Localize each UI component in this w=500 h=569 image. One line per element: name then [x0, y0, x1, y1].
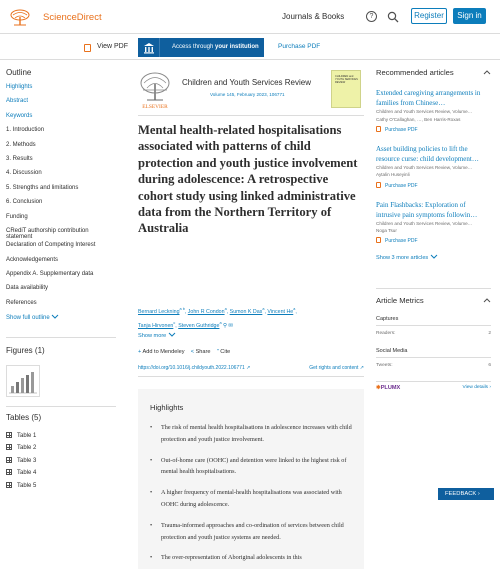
- highlight-item: [150, 520, 352, 544]
- outline-sidebar: [6, 68, 116, 321]
- external-link-icon: ↗: [359, 365, 364, 371]
- bullet-icon: •: [150, 521, 153, 529]
- elsevier-wordmark: ELSEVIER: [142, 104, 168, 110]
- external-link-icon: ↗: [246, 365, 251, 371]
- tables-list: [6, 432, 36, 494]
- journal-header: [138, 66, 364, 116]
- plumx-logo: [376, 385, 400, 391]
- recommended-title: Recommended articles: [376, 68, 454, 77]
- table-label: Table 2: [17, 445, 37, 452]
- outline-title: Outline: [6, 68, 32, 77]
- recommended-purchase-pdf-link[interactable]: [376, 182, 491, 189]
- highlight-text: The risk of mental health hospitalisations in adolescence increases with child protection and youth justice involvement.: [161, 424, 352, 443]
- outline-item[interactable]: Keywords: [6, 112, 33, 119]
- tables-title: Tables (5): [6, 413, 42, 422]
- feedback-button[interactable]: [438, 488, 494, 500]
- bullet-icon: •: [150, 489, 153, 497]
- share-icon: <: [190, 349, 195, 355]
- rights-link[interactable]: [309, 365, 364, 371]
- plumx-row: [376, 381, 491, 393]
- metrics-title: Article Metrics: [376, 296, 424, 305]
- rights-text: Get rights and content: [309, 365, 359, 371]
- recommended-header: [376, 68, 491, 77]
- help-icon[interactable]: ?: [366, 11, 377, 22]
- recommended-article-title[interactable]: Extended caregiving arrangements in families from Chinese…: [376, 89, 481, 108]
- table-label: Table 5: [17, 482, 37, 489]
- share-label: Share: [195, 349, 211, 355]
- journal-title[interactable]: Children and Youth Services Review: [182, 78, 311, 87]
- elsevier-tree-logo[interactable]: [9, 9, 31, 26]
- readers-label: Readers:: [376, 331, 396, 336]
- chevron-down-icon: [430, 254, 438, 259]
- purchase-pdf-label: Purchase PDF: [385, 126, 418, 133]
- quote-icon: ": [216, 349, 219, 355]
- chevron-up-icon[interactable]: [483, 70, 491, 75]
- feedback-label: FEEDBACK: [445, 491, 477, 497]
- outline-item[interactable]: Highlights: [6, 84, 33, 90]
- access-prefix: Access through: [172, 44, 214, 50]
- pdf-icon: [376, 182, 381, 188]
- table-icon: [6, 457, 12, 463]
- show-full-outline-label: Show full outline: [6, 315, 50, 322]
- readers-value: 2: [488, 331, 491, 336]
- outline-item[interactable]: Funding: [6, 213, 28, 220]
- outline-item[interactable]: 1. Introduction: [6, 127, 45, 134]
- table-item[interactable]: [6, 444, 36, 456]
- sign-in-button[interactable]: Sign in: [453, 8, 486, 24]
- author-affiliation: a b: [179, 307, 185, 311]
- plus-icon: +: [138, 349, 142, 355]
- table-label: Table 4: [17, 470, 37, 477]
- view-pdf-link[interactable]: View PDF: [97, 43, 128, 50]
- recommended-purchase-pdf-link[interactable]: [376, 126, 491, 133]
- highlights-list: [150, 422, 352, 564]
- table-item[interactable]: [6, 469, 36, 481]
- outline-item[interactable]: Data availability: [6, 285, 49, 292]
- author-affiliation: a: [219, 320, 222, 325]
- outline-item[interactable]: 6. Conclusion: [6, 199, 43, 206]
- outline-item[interactable]: Declaration of Competing Interest: [6, 242, 96, 249]
- pdf-icon: [376, 237, 381, 243]
- doi-link[interactable]: [138, 365, 250, 371]
- highlight-item: [150, 455, 352, 479]
- view-details-label: View details: [462, 385, 489, 390]
- sciencedirect-brand[interactable]: ScienceDirect: [43, 12, 102, 23]
- tweets-value: 6: [488, 363, 491, 368]
- table-icon: [6, 482, 12, 488]
- journal-volume[interactable]: Volume 145, February 2023, 106771: [210, 92, 285, 97]
- author-affiliation: a: [224, 307, 227, 311]
- elsevier-logo[interactable]: [139, 70, 172, 110]
- doi-text: https://doi.org/10.1016/j.childyouth.2022.106771: [138, 365, 245, 371]
- show-more-button[interactable]: [138, 332, 176, 339]
- bullet-icon: •: [150, 554, 153, 562]
- cite-button[interactable]: [217, 349, 231, 355]
- bullet-icon: •: [150, 424, 153, 431]
- author-name[interactable]: Bernard Leckning: [138, 308, 180, 315]
- journal-cover-image[interactable]: [331, 70, 361, 108]
- access-institution-label: your institution: [215, 44, 259, 50]
- highlight-text: Trauma-informed approaches and co-ordination of services between child protection and youth justice systems are needed.: [161, 521, 344, 541]
- table-item[interactable]: [6, 432, 36, 444]
- author-affiliation: a: [293, 307, 296, 311]
- add-mendeley-button[interactable]: [138, 349, 185, 355]
- show-more-articles-link[interactable]: [376, 254, 491, 261]
- recommended-article: [376, 200, 491, 245]
- table-label: Table 1: [17, 433, 37, 439]
- highlight-item: [150, 422, 352, 446]
- metrics-header: [376, 296, 491, 305]
- highlight-text: A higher frequency of mental-health hospitalisations was associated with OOHC during adolescence.: [161, 489, 342, 508]
- share-button[interactable]: [191, 349, 211, 355]
- table-icon: [6, 444, 12, 450]
- outline-item[interactable]: References: [6, 299, 37, 306]
- article-actions: [138, 349, 230, 355]
- plumx-icon: ✱: [376, 385, 381, 391]
- author-name[interactable]: Tanja Hirvonen: [138, 322, 174, 329]
- top-header: [0, 0, 500, 34]
- outline-item[interactable]: 3. Results: [6, 155, 33, 162]
- recommended-article: [376, 144, 491, 189]
- recommended-article-authors: Aytalin Huseyinli: [376, 172, 410, 178]
- plumx-label: PLUMX: [380, 385, 401, 391]
- author-name[interactable]: Vincent He: [267, 308, 294, 315]
- author-affiliation: c: [173, 320, 176, 325]
- article-toolbar: [0, 35, 500, 60]
- cover-title: CHILDREN and YOUTH SERVICES REVIEW: [335, 75, 358, 84]
- divider: [376, 288, 491, 289]
- table-label: Table 3: [17, 457, 37, 464]
- tweets-label: Tweets:: [376, 363, 393, 368]
- author-name[interactable]: Steven Guthridge: [178, 322, 220, 329]
- chevron-down-icon: [168, 332, 176, 337]
- captures-label: Captures: [376, 316, 491, 326]
- article-title: Mental health-related hospitalisations associated with patterns of child protection and youth justice involvement during adolescence: A retrospective cohort study using linked administrative data from the Northern Territory of Australia: [138, 123, 358, 236]
- divider: [6, 406, 116, 407]
- journals-books-link[interactable]: Journals & Books: [282, 12, 345, 21]
- recommended-article-authors: Cathy O'Callaghan, …, Ben Harris-Roxas: [376, 116, 461, 122]
- purchase-pdf-label: Purchase PDF: [385, 238, 418, 245]
- highlight-item: [150, 552, 352, 564]
- recommended-list: [376, 88, 491, 244]
- highlights-section: [138, 389, 364, 569]
- outline-list: [6, 84, 116, 314]
- bullet-icon: •: [150, 456, 153, 464]
- recommended-sidebar: [376, 68, 491, 261]
- table-icon: [6, 432, 12, 438]
- show-more-label: Show more: [138, 333, 167, 339]
- recommended-purchase-pdf-link[interactable]: [376, 237, 491, 244]
- divider: [6, 337, 116, 338]
- outline-item[interactable]: Abstract: [6, 98, 29, 105]
- doi-row: [138, 363, 364, 377]
- author-name[interactable]: John R Condon: [187, 308, 225, 315]
- search-icon[interactable]: [387, 11, 399, 23]
- outline-item[interactable]: 2. Methods: [6, 141, 36, 148]
- readers-row: [376, 331, 491, 341]
- highlight-item: [150, 487, 352, 511]
- pdf-icon: [376, 126, 381, 132]
- add-mendeley-label: Add to Mendeley: [142, 349, 185, 355]
- access-institution-button[interactable]: [138, 38, 264, 57]
- author-affiliation: a: [262, 307, 265, 311]
- email-icon[interactable]: ✉: [226, 322, 233, 329]
- show-more-articles-label: Show 3 more articles: [376, 255, 429, 262]
- purchase-pdf-link[interactable]: Purchase PDF: [278, 43, 321, 50]
- recommended-article-journal: Children and Youth Services Review, Volume…: [376, 165, 473, 171]
- outline-item[interactable]: 5. Strengths and limitations: [6, 184, 79, 191]
- chevron-right-icon: ›: [477, 491, 480, 497]
- article-metrics: [376, 296, 491, 393]
- register-button[interactable]: Register: [411, 8, 447, 24]
- recommended-article: [376, 88, 491, 133]
- chevron-up-icon[interactable]: [483, 298, 491, 303]
- recommended-article-journal: Children and Youth Services Review, Volume…: [376, 221, 473, 227]
- table-item[interactable]: [6, 482, 36, 494]
- tweets-row: [376, 363, 491, 373]
- social-media-label: Social Media: [376, 348, 491, 358]
- figure-thumbnail[interactable]: [6, 365, 40, 397]
- highlight-text: Out-of-home care (OOHC) and detention were linked to the highest risk of mental health hospitalisations.: [161, 456, 347, 476]
- highlight-text: The over-representation of Aboriginal adolescents in this: [161, 554, 302, 562]
- author-name[interactable]: Sumon K Das: [229, 308, 263, 315]
- highlights-title: Highlights: [150, 403, 184, 412]
- recommended-article-title[interactable]: Asset building policies to lift the resource curse: child development…: [376, 144, 479, 164]
- outline-item[interactable]: 4. Discussion: [6, 170, 42, 177]
- recommended-article-authors: Noga Tsur: [376, 228, 397, 234]
- cite-label: Cite: [220, 349, 231, 355]
- pdf-icon: [84, 44, 91, 52]
- table-icon: [6, 469, 12, 475]
- author-list: Bernard Leckning$^{a b}$, John R Condon$^a$, Sumon K Das$^a$, Vincent He$^a$, Tanja Hirvonen$^c$, Steven Guthridge$^a$ ⚲ ✉: [138, 307, 297, 329]
- table-item[interactable]: [6, 457, 36, 469]
- outline-item[interactable]: Appendix A. Supplementary data: [6, 271, 94, 278]
- figures-title: Figures (1): [6, 346, 45, 355]
- outline-item[interactable]: CRediT authorship contribution statement: [6, 227, 89, 240]
- chevron-down-icon: [51, 314, 59, 319]
- view-details-link[interactable]: View details ›: [462, 385, 491, 390]
- institution-icon: [138, 38, 160, 57]
- recommended-article-title[interactable]: Pain Flashbacks: Exploration of intrusive pain symptoms followin…: [376, 200, 478, 219]
- recommended-article-journal: Children and Youth Services Review, Volume…: [376, 109, 473, 115]
- person-icon[interactable]: ⚲: [221, 322, 227, 329]
- show-full-outline-link[interactable]: [6, 314, 116, 321]
- outline-item[interactable]: Acknowledgements: [6, 256, 59, 263]
- purchase-pdf-label: Purchase PDF: [385, 182, 418, 189]
